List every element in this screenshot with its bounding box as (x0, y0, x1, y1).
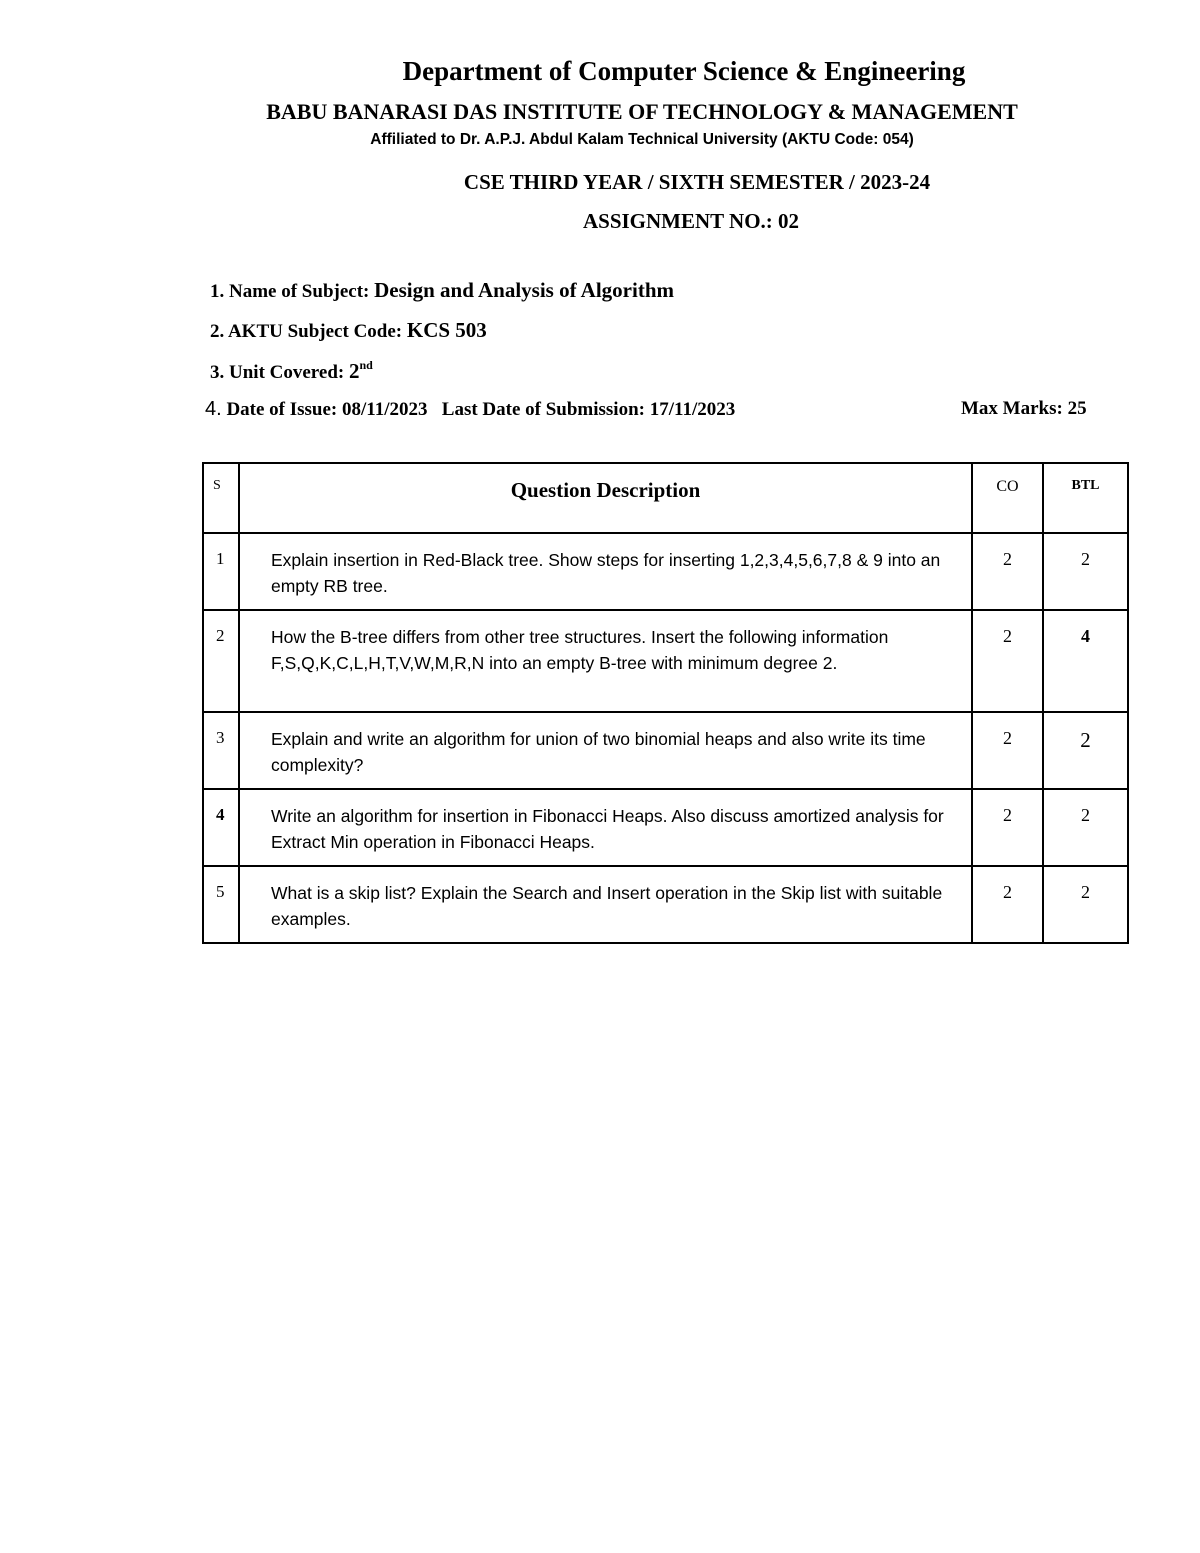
issue-dates-line (205, 398, 735, 421)
department-title: Department of Computer Science & Engineering (402, 56, 966, 86)
table-row (203, 789, 1128, 866)
unit-label: 3. Unit Covered: (210, 362, 349, 383)
subject-code-label: 2. AKTU Subject Code: (210, 321, 407, 342)
header-sn: S (203, 463, 239, 533)
table-row (203, 866, 1128, 943)
row-btl: 2 (1043, 866, 1128, 943)
row-btl: 4 (1043, 610, 1128, 712)
unit-line (210, 358, 373, 384)
unit-suffix: nd (359, 358, 373, 372)
header-btl: BTL (1043, 463, 1128, 533)
row-sn: 1 (203, 533, 239, 610)
row-co: 2 (972, 533, 1043, 610)
row-description: How the B-tree differs from other tree structures. Insert the following information F,S,Q,K,C,L,H,T,V,W,M,R,N into an empty B-tree with minimum degree 2. (239, 610, 972, 712)
affiliation-line: Affiliated to Dr. A.P.J. Abdul Kalam Technical University (AKTU Code: 054) (370, 131, 914, 148)
unit-value: 2 (348, 359, 360, 383)
table-row (203, 533, 1128, 610)
row-co: 2 (972, 610, 1043, 712)
row-description: Explain insertion in Red-Black tree. Show steps for inserting 1,2,3,4,5,6,7,8 & 9 into an empty RB tree. (239, 533, 972, 610)
header-co: CO (972, 463, 1043, 533)
row-description: Write an algorithm for insertion in Fibonacci Heaps. Also discuss amortized analysis for Extract Min operation in Fibonacci Heaps. (239, 789, 972, 866)
row-sn: 4 (203, 789, 239, 866)
assignment-number: ASSIGNMENT NO.: 02 (582, 209, 800, 233)
subject-code-value: KCS 503 (406, 318, 487, 342)
row-btl: 2 (1043, 533, 1128, 610)
subject-code-line (210, 318, 487, 343)
issue-number: 4. (205, 398, 222, 420)
row-description: Explain and write an algorithm for union of two binomial heaps and also write its time complexity? (239, 712, 972, 789)
row-co: 2 (972, 866, 1043, 943)
row-sn: 5 (203, 866, 239, 943)
row-description: What is a skip list? Explain the Search and Insert operation in the Skip list with suitable examples. (239, 866, 972, 943)
semester-line: CSE THIRD YEAR / SIXTH SEMESTER / 2023-24 (463, 170, 931, 194)
subject-label: 1. Name of Subject: (210, 281, 375, 302)
row-sn: 3 (203, 712, 239, 789)
row-sn: 2 (203, 610, 239, 712)
issue-dates: Date of Issue: 08/11/2023 Last Date of Submission: 17/11/2023 (226, 399, 736, 420)
row-co: 2 (972, 712, 1043, 789)
table-row (203, 610, 1128, 712)
row-btl: 2 (1043, 712, 1128, 789)
institute-name: BABU BANARASI DAS INSTITUTE OF TECHNOLOGY & MANAGEMENT (266, 99, 1018, 124)
max-marks: Max Marks: 25 (961, 398, 1087, 419)
table-header-row (203, 463, 1128, 533)
row-btl: 2 (1043, 789, 1128, 866)
subject-value: Design and Analysis of Algorithm (374, 278, 674, 302)
header-description: Question Description (239, 463, 972, 533)
table-row (203, 712, 1128, 789)
question-table (202, 462, 1129, 944)
subject-line (210, 278, 674, 303)
row-co: 2 (972, 789, 1043, 866)
